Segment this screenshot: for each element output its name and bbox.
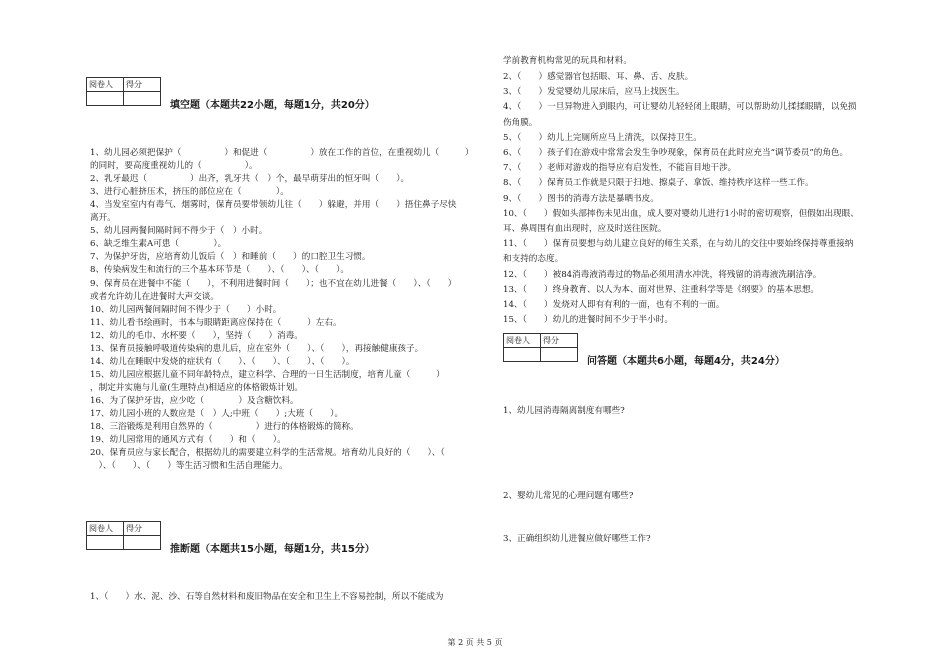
fill-blank-line: 10、幼儿园两餐间隔时间不得少于（ ）小时。 <box>90 304 282 315</box>
judgement-line: 4、（ ）一旦异物进入到眼内，可让婴幼儿轻轻闭上眼睛，可以帮助幼儿揉揉眼睛，以免损 <box>503 102 857 113</box>
judgement-line: 15、（ ）幼儿的进餐时间不少于半小时。 <box>503 315 673 326</box>
fill-blank-line: 12、幼儿的毛巾、水杯要（ ），坚持（ ）消毒。 <box>90 330 303 341</box>
judgement-line: 3、（ ）发觉婴幼儿尿床后，应马上找医生。 <box>503 87 685 98</box>
judgement-question-1-part2: 学前教育机构常见的玩具和材料。 <box>503 56 632 66</box>
judgement-line: 10、（ ）假如头部摔伤未见出血，成人要对婴幼儿进行1小时的密切观察，但假如出现眼、 <box>503 208 859 219</box>
judgement-line: 伤角膜。 <box>503 117 538 128</box>
reviewer-cell <box>504 348 541 362</box>
judgement-line: 7、（ ）老师对游戏的指导应有启发性，不能盲目地干涉。 <box>503 163 737 174</box>
score-cell <box>541 348 578 362</box>
score-cell <box>124 92 161 106</box>
score-table-3 <box>503 333 578 362</box>
judgement-line: 和支持的态度。 <box>503 254 564 265</box>
page-footer: 第 2 页 共 5 页 <box>447 638 503 647</box>
fill-blank-line: ）、（ ）、（ ）等生活习惯和生活自理能力。 <box>90 461 288 472</box>
judgement-line: 耳、鼻周围有血出现时，应及时送往医院。 <box>503 224 667 234</box>
qa-question-2: 2、婴幼儿常见的心理问题有哪些? <box>503 491 634 501</box>
judgement-line: 11、（ ）保育员要想与幼儿建立良好的师生关系，在与幼儿的交往中要始终保持尊重接纳 <box>503 239 854 250</box>
reviewer-cell <box>87 536 124 550</box>
fill-blank-line: 5、幼儿园两餐间隔时间不得少于（ ）小时。 <box>90 226 268 237</box>
judgement-line: 12、（ ）被84消毒液消毒过的物品必须用清水冲洗，将残留的消毒液洗刷洁净。 <box>503 269 822 280</box>
fill-blank-line: 17、幼儿园小班的人数应是（ ）人;中班（ ）;大班（ ）。 <box>90 409 344 419</box>
fill-blank-line: 11、幼儿看书绘画时，书本与眼睛距离应保持在（ ）左右。 <box>90 317 342 328</box>
section-title-qa: 问答题（本题共6小题，每题4分，共24分） <box>587 356 785 367</box>
fill-blank-line: 3、进行心脏挤压术，挤压的部位应在（ ）。 <box>90 187 289 198</box>
judgement-line: 8、（ ）保育员工作就是只限于扫地、擦桌子、拿饭、维持秩序这样一些工作。 <box>503 178 814 189</box>
score-cell <box>124 536 161 550</box>
fill-blank-line: 9、保育员在进餐中不能（ ），不利用进餐时间（ ）；也不宜在幼儿进餐（ ）、（ ） <box>90 278 457 289</box>
score-table-1 <box>86 77 161 106</box>
fill-blank-line: 13、保育员接触呼吸道传染病的患儿后，应在室外（ ）、（ ），再接触健康孩子。 <box>90 343 424 354</box>
fill-blank-line: 18、三浴锻炼是利用自然界的（ ）进行的体格锻炼的简称。 <box>90 422 359 433</box>
section-title-fill-blank: 填空题（本题共22小题，每题1分，共20分） <box>170 100 375 111</box>
fill-blank-line: 1、幼儿园必须把保护（ ）和促进（ ）放在工作的首位，在重视幼儿（ ） <box>90 148 474 158</box>
judgement-line: 5、（ ）幼儿上完厕所应马上清洗，以保持卫生。 <box>503 132 702 143</box>
fill-blank-line: 或者允许幼儿在进餐时大声交谈。 <box>90 291 219 302</box>
fill-blank-line: 8、传染病发生和流行的三个基本环节是（ ）、（ ）、（ ）。 <box>90 265 349 276</box>
judgement-line: 9、（ ）图书的消毒方法是暴晒书皮。 <box>503 193 659 204</box>
judgement-line: 6、（ ）孩子们在游戏中常常会发生争吵现象，保育员在此时应充当“调节委员”的角色。 <box>503 148 849 158</box>
reviewer-label: 阅卷人 <box>504 334 541 348</box>
fill-blank-line: 4、当发室室内有毒气、烟雾时，保育员要带领幼儿往（ ）躲避，并用（ ）捂住鼻子尽快 <box>90 200 457 211</box>
score-label: 得分 <box>124 522 161 536</box>
reviewer-label: 阅卷人 <box>87 78 124 92</box>
qa-question-3: 3、正确组织幼儿进餐应做好哪些工作? <box>503 534 651 544</box>
score-table-2 <box>86 521 161 550</box>
fill-blank-line: 7、为保护牙齿，应培育幼儿饭后（ ）和睡前（ ）的口腔卫生习惯。 <box>90 252 371 263</box>
score-label: 得分 <box>124 78 161 92</box>
fill-blank-line: 2、乳牙最迟（ ）出齐，乳牙共（ ）个，最早萌芽出的恒牙叫（ ）。 <box>90 174 410 185</box>
reviewer-label: 阅卷人 <box>87 522 124 536</box>
judgement-question-1-part1: 1、（ ）水、泥、沙、石等自然材料和废旧物品在安全和卫生上不容易控制，所以不能成为 <box>90 592 444 602</box>
fill-blank-line: 6、缺乏维生素A可患（ ）。 <box>90 239 227 250</box>
fill-blank-line: 离开。 <box>90 213 116 224</box>
judgement-line: 13、（ ）终身教育、以人为本、面对世界、注重科学等是《纲要》的基本思想。 <box>503 284 820 295</box>
judgement-line: 14、（ ）发烧对人即有有利的一面，也有不利的一面。 <box>503 300 725 310</box>
judgement-line: 2、（ ）感觉器官包括眼、耳、鼻、舌、皮肤。 <box>503 72 694 82</box>
fill-blank-line: 16、为了保护牙齿，应少吃（ ）及含糖饮料。 <box>90 395 299 406</box>
fill-blank-line: 20、保育员应与家长配合，根据幼儿的需要建立科学的生活常规。培育幼儿良好的（ ）、（ <box>90 448 445 459</box>
fill-blank-line: 14、幼儿在睡眠中发烧的症状有（ ）、（ ）、（ ）、（ ）。 <box>90 356 355 367</box>
qa-question-1: 1、幼儿园消毒隔离制度有哪些? <box>503 406 625 416</box>
fill-blank-line: 15、幼儿园应根据儿童不同年龄特点，建立科学、合理的一日生活制度，培育儿童（ ） <box>90 369 445 380</box>
section-title-judgement: 推断题（本题共15小题，每题1分，共15分） <box>170 544 375 555</box>
fill-blank-line: 19、幼儿园常用的通风方式有（ ）和（ ）。 <box>90 435 286 446</box>
fill-blank-line: 的同时，要高度重视幼儿的（ ）。 <box>90 161 258 172</box>
score-label: 得分 <box>541 334 578 348</box>
reviewer-cell <box>87 92 124 106</box>
fill-blank-line: ，制定并实施与儿童(生理特点)相适应的体格锻炼计划。 <box>90 382 303 393</box>
